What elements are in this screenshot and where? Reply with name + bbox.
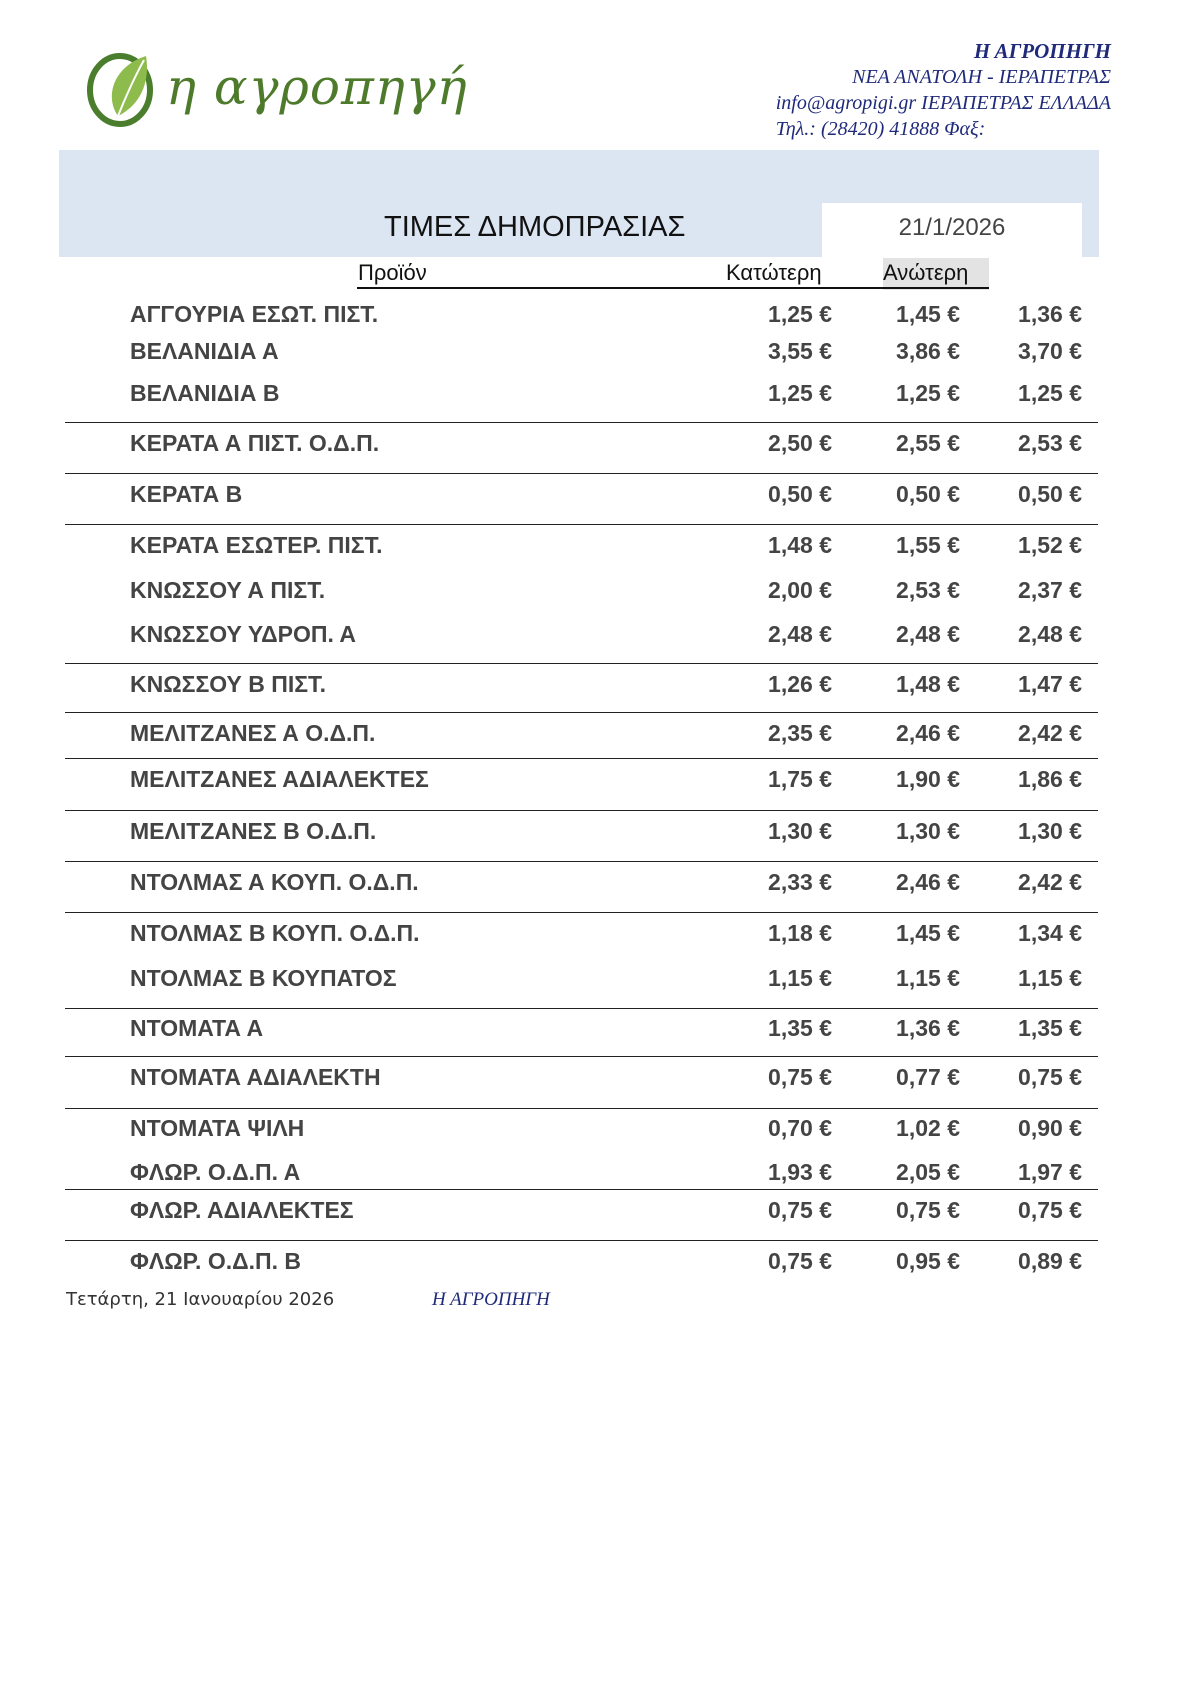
row-divider <box>65 1056 1098 1057</box>
avg-price: 1,30 € <box>1018 818 1082 844</box>
row-divider <box>65 1189 1098 1190</box>
table-row <box>0 376 1200 410</box>
company-header <box>776 38 1111 142</box>
high-price: 1,90 € <box>896 766 960 792</box>
table-row <box>0 617 1200 651</box>
high-price: 2,46 € <box>896 869 960 895</box>
product-name: ΝΤΟΛΜΑΣ Α ΚΟΥΠ. Ο.Δ.Π. <box>130 869 419 895</box>
table-row <box>0 426 1200 460</box>
avg-price: 3,70 € <box>1018 338 1082 364</box>
high-price: 3,86 € <box>896 338 960 364</box>
footer-company: Η ΑΓΡΟΠΗΓΗ <box>432 1289 550 1310</box>
table-row <box>0 334 1200 368</box>
avg-price: 1,47 € <box>1018 671 1082 697</box>
high-price: 1,36 € <box>896 1015 960 1041</box>
avg-price: 1,52 € <box>1018 532 1082 558</box>
table-row <box>0 762 1200 796</box>
product-name: ΚΝΩΣΣΟΥ Α ΠΙΣΤ. <box>130 577 326 603</box>
column-header-low: Κατώτερη <box>726 260 822 285</box>
row-divider <box>65 912 1098 913</box>
high-price: 1,55 € <box>896 532 960 558</box>
table-row <box>0 865 1200 899</box>
high-price: 1,02 € <box>896 1115 960 1141</box>
avg-price: 0,75 € <box>1018 1064 1082 1090</box>
table-row <box>0 961 1200 995</box>
product-name: ΒΕΛΑΝΙΔΙΑ Β <box>130 380 280 406</box>
table-row <box>0 1011 1200 1045</box>
footer-date: Τετάρτη, 21 Ιανουαρίου 2026 <box>66 1289 335 1310</box>
row-divider <box>65 1008 1098 1009</box>
product-name: ΚΝΩΣΣΟΥ Β ΠΙΣΤ. <box>130 671 326 697</box>
table-row <box>0 716 1200 750</box>
product-name: ΝΤΟΛΜΑΣ Β ΚΟΥΠ. Ο.Δ.Π. <box>130 920 420 946</box>
high-price: 1,45 € <box>896 301 960 327</box>
product-name: ΒΕΛΑΝΙΔΙΑ Α <box>130 338 279 364</box>
row-divider <box>65 712 1098 713</box>
table-row <box>0 1060 1200 1094</box>
product-name: ΜΕΛΙΤΖΑΝΕΣ Α Ο.Δ.Π. <box>130 720 376 746</box>
high-price: 2,05 € <box>896 1159 960 1185</box>
table-row <box>0 814 1200 848</box>
high-price: 2,55 € <box>896 430 960 456</box>
row-divider <box>65 861 1098 862</box>
table-row <box>0 1111 1200 1145</box>
low-price: 1,26 € <box>768 671 832 697</box>
high-price: 1,45 € <box>896 920 960 946</box>
product-name: ΜΕΛΙΤΖΑΝΕΣ ΑΔΙΑΛΕΚΤΕΣ <box>130 766 429 792</box>
product-name: ΦΛΩΡ. Ο.Δ.Π. Α <box>130 1159 301 1185</box>
product-name: ΦΛΩΡ. ΑΔΙΑΛΕΚΤΕΣ <box>130 1197 354 1223</box>
low-price: 0,70 € <box>768 1115 832 1141</box>
table-row <box>0 573 1200 607</box>
row-divider <box>65 1108 1098 1109</box>
company-address: ΝΕΑ ΑΝΑΤΟΛΗ - ΙΕΡΑΠΕΤΡΑΣ <box>852 66 1111 88</box>
table-row <box>0 297 1200 331</box>
leaf-logo-icon <box>84 46 162 132</box>
low-price: 2,00 € <box>768 577 832 603</box>
report-date: 21/1/2026 <box>822 203 1082 257</box>
product-name: ΝΤΟΜΑΤΑ ΑΔΙΑΛΕΚΤΗ <box>130 1064 381 1090</box>
product-name: ΚΕΡΑΤΑ Α ΠΙΣΤ. Ο.Δ.Π. <box>130 430 380 456</box>
low-price: 2,50 € <box>768 430 832 456</box>
column-header-product: Προϊόν <box>358 260 427 285</box>
column-header-high: Ανώτερη <box>883 260 969 285</box>
avg-price: 2,42 € <box>1018 869 1082 895</box>
high-price: 0,77 € <box>896 1064 960 1090</box>
avg-price: 0,50 € <box>1018 481 1082 507</box>
product-name: ΦΛΩΡ. Ο.Δ.Π. Β <box>130 1248 302 1274</box>
low-price: 1,18 € <box>768 920 832 946</box>
product-name: ΜΕΛΙΤΖΑΝΕΣ Β Ο.Δ.Π. <box>130 818 377 844</box>
low-price: 1,25 € <box>768 301 832 327</box>
avg-price: 0,90 € <box>1018 1115 1082 1141</box>
high-price: 1,48 € <box>896 671 960 697</box>
page-title: ΤΙΜΕΣ ΔΗΜΟΠΡΑΣΙΑΣ <box>384 211 686 243</box>
low-price: 2,35 € <box>768 720 832 746</box>
avg-price: 1,15 € <box>1018 965 1082 991</box>
avg-price: 1,25 € <box>1018 380 1082 406</box>
company-logo <box>84 40 468 140</box>
table-row <box>0 667 1200 701</box>
high-price: 1,15 € <box>896 965 960 991</box>
row-divider <box>65 810 1098 811</box>
table-row <box>0 1193 1200 1227</box>
low-price: 0,75 € <box>768 1248 832 1274</box>
low-price: 1,93 € <box>768 1159 832 1185</box>
avg-price: 1,97 € <box>1018 1159 1082 1185</box>
product-name: ΚΕΡΑΤΑ Β <box>130 481 243 507</box>
row-divider <box>65 758 1098 759</box>
row-divider <box>65 473 1098 474</box>
avg-price: 0,75 € <box>1018 1197 1082 1223</box>
product-name: ΝΤΟΛΜΑΣ Β ΚΟΥΠΑΤΟΣ <box>130 965 397 991</box>
table-row <box>0 477 1200 511</box>
low-price: 0,75 € <box>768 1064 832 1090</box>
high-price: 0,75 € <box>896 1197 960 1223</box>
avg-price: 2,37 € <box>1018 577 1082 603</box>
header-underline <box>357 287 989 289</box>
low-price: 1,25 € <box>768 380 832 406</box>
table-row <box>0 916 1200 950</box>
avg-price: 1,86 € <box>1018 766 1082 792</box>
avg-price: 1,36 € <box>1018 301 1082 327</box>
product-name: ΚΕΡΑΤΑ ΕΣΩΤΕΡ. ΠΙΣΤ. <box>130 532 383 558</box>
high-price: 2,53 € <box>896 577 960 603</box>
avg-price: 2,48 € <box>1018 621 1082 647</box>
product-name: ΝΤΟΜΑΤΑ ΨΙΛΗ <box>130 1115 305 1141</box>
logo-wordmark: η αγροπηγή <box>166 58 468 116</box>
high-price: 0,95 € <box>896 1248 960 1274</box>
company-email: info@agropigi.gr ΙΕΡΑΠΕΤΡΑΣ ΕΛΛΑΔΑ <box>775 92 1111 114</box>
company-phone: Τηλ.: (28420) 41888 Φαξ: <box>775 118 986 140</box>
avg-price: 2,53 € <box>1018 430 1082 456</box>
row-divider <box>65 663 1098 664</box>
product-name: ΝΤΟΜΑΤΑ Α <box>130 1015 264 1041</box>
low-price: 1,48 € <box>768 532 832 558</box>
high-price: 1,30 € <box>896 818 960 844</box>
table-row <box>0 1155 1200 1189</box>
row-divider <box>65 1240 1098 1241</box>
high-price: 1,25 € <box>896 380 960 406</box>
low-price: 1,35 € <box>768 1015 832 1041</box>
high-price: 0,50 € <box>896 481 960 507</box>
avg-price: 1,35 € <box>1018 1015 1082 1041</box>
low-price: 3,55 € <box>768 338 832 364</box>
low-price: 2,33 € <box>768 869 832 895</box>
product-name: ΚΝΩΣΣΟΥ ΥΔΡΟΠ. Α <box>130 621 356 647</box>
high-price: 2,46 € <box>896 720 960 746</box>
low-price: 1,75 € <box>768 766 832 792</box>
low-price: 1,15 € <box>768 965 832 991</box>
company-name: Η ΑΓΡΟΠΗΓΗ <box>973 39 1111 63</box>
avg-price: 2,42 € <box>1018 720 1082 746</box>
low-price: 1,30 € <box>768 818 832 844</box>
product-name: ΑΓΓΟΥΡΙΑ ΕΣΩΤ. ΠΙΣΤ. <box>130 301 379 327</box>
row-divider <box>65 524 1098 525</box>
avg-price: 1,34 € <box>1018 920 1082 946</box>
row-divider <box>65 422 1098 423</box>
low-price: 0,75 € <box>768 1197 832 1223</box>
table-row <box>0 1244 1200 1278</box>
avg-price: 0,89 € <box>1018 1248 1082 1274</box>
high-price: 2,48 € <box>896 621 960 647</box>
low-price: 0,50 € <box>768 481 832 507</box>
table-row <box>0 528 1200 562</box>
low-price: 2,48 € <box>768 621 832 647</box>
